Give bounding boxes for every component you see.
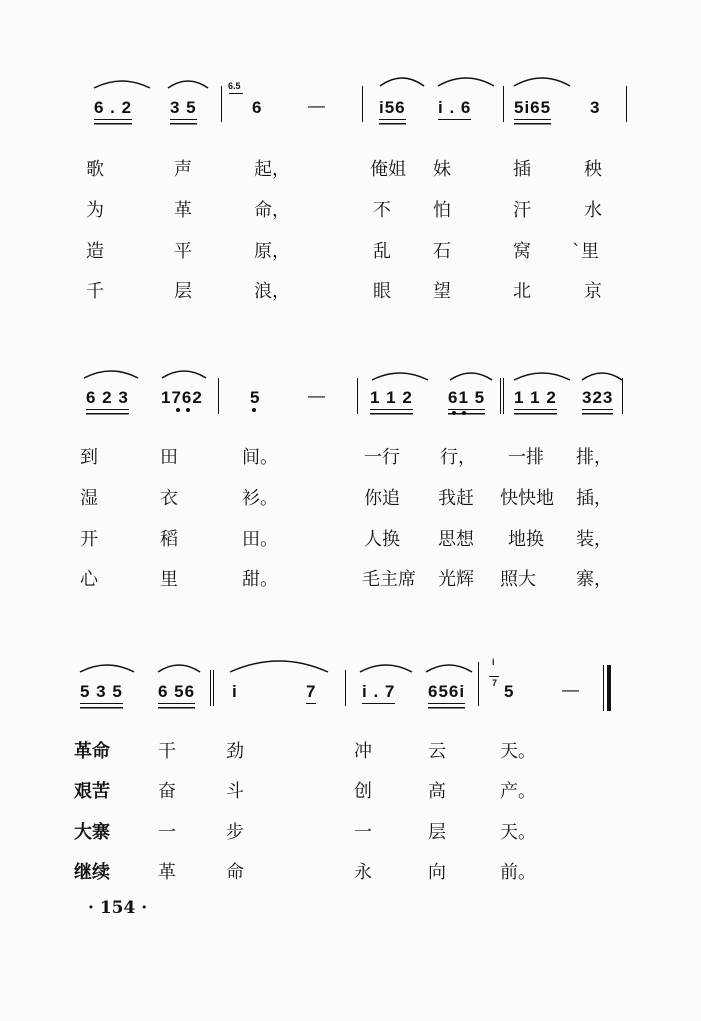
grace-note: 7	[492, 678, 498, 688]
slur	[160, 366, 208, 380]
lyric: 毛主席	[362, 569, 416, 590]
grace-note: 6.5	[228, 81, 241, 91]
lyric: 衫。	[242, 488, 278, 509]
barline	[357, 378, 358, 414]
lyric: 水	[584, 200, 602, 221]
barline	[503, 378, 504, 414]
lyric: 人换	[364, 529, 400, 550]
slur	[370, 368, 430, 382]
slur	[378, 72, 426, 88]
lyric: 继续	[74, 862, 110, 883]
lyric: 甜。	[242, 569, 278, 590]
slur	[358, 660, 414, 674]
lyric: 一行	[364, 447, 400, 468]
lyric: 心	[80, 569, 98, 590]
lyric: 层	[174, 281, 192, 302]
lyric: 开	[80, 529, 98, 550]
lyric: 不	[373, 200, 391, 221]
grace-note: i	[492, 657, 495, 667]
lyric: 寨，	[576, 569, 612, 590]
barline	[218, 378, 219, 414]
lyric: 一	[354, 822, 372, 843]
lyric: 向	[428, 862, 446, 883]
sustain-dash: —	[562, 680, 580, 699]
lyric: 田。	[242, 529, 278, 550]
lyric: 命	[226, 862, 244, 883]
lyric: 产。	[500, 781, 536, 802]
note-group: 1 1 2	[370, 388, 413, 410]
lyric: 前。	[500, 862, 536, 883]
lyric: 乱	[373, 241, 391, 262]
slur	[82, 366, 140, 380]
note-group: i . 7	[362, 682, 395, 704]
slur	[78, 660, 136, 674]
page-number: · 154 ·	[88, 898, 148, 918]
lyric: 平	[174, 241, 192, 262]
slur	[92, 76, 152, 90]
barline	[503, 86, 504, 122]
lyric: 声	[174, 159, 192, 180]
lyric: 排，	[576, 447, 612, 468]
lyric: 为	[86, 200, 104, 221]
final-barline	[607, 665, 611, 711]
lyric: 一排	[508, 447, 544, 468]
lyric: 思想	[438, 529, 474, 550]
lyric: 革	[158, 862, 176, 883]
lyric: 千	[86, 281, 104, 302]
barline	[221, 86, 222, 122]
octave-dot	[186, 408, 190, 412]
note-group: 323	[582, 388, 613, 410]
lyric: `里	[572, 241, 599, 262]
lyric: 装，	[576, 529, 612, 550]
lyric: 浪，	[254, 281, 290, 302]
note-group: 1762	[161, 388, 203, 407]
lyric: 起，	[254, 159, 290, 180]
lyric: 奋	[158, 781, 176, 802]
lyric: 造	[86, 241, 104, 262]
lyric: 原，	[254, 241, 290, 262]
note-group: 3 5	[170, 98, 197, 120]
lyric: 湿	[80, 488, 98, 509]
lyric: 革	[174, 200, 192, 221]
note-group: i56	[379, 98, 406, 120]
octave-dot	[176, 408, 180, 412]
slur	[166, 76, 210, 90]
note-group: 7	[306, 682, 316, 704]
barline	[478, 662, 479, 706]
lyric: 天。	[500, 822, 536, 843]
lyric: 望	[433, 281, 451, 302]
lyric: 北	[513, 281, 531, 302]
note-group: 6 56	[158, 682, 195, 704]
lyric: 眼	[373, 281, 391, 302]
lyric: 干	[158, 741, 176, 762]
note-group: 61 5	[448, 388, 485, 410]
note-group: 5	[250, 388, 261, 407]
note-group: 6	[252, 98, 263, 117]
note-group: 6 2 3	[86, 388, 129, 410]
lyric: 插，	[576, 488, 612, 509]
barline	[362, 86, 363, 122]
lyric: 命，	[254, 200, 290, 221]
lyric: 层	[428, 822, 446, 843]
lyric: 革命	[74, 741, 110, 762]
lyric: 永	[354, 862, 372, 883]
barline	[213, 670, 214, 706]
lyric: 快快地	[500, 488, 554, 509]
slur	[156, 660, 202, 674]
lyric: 一	[158, 822, 176, 843]
lyric: 京	[584, 281, 602, 302]
lyric: 光辉	[438, 569, 474, 590]
lyric: 石	[433, 241, 451, 262]
lyric: 步	[226, 822, 244, 843]
lyric: 云	[428, 741, 446, 762]
barline	[210, 670, 211, 706]
lyric: 俺姐	[370, 159, 406, 180]
slur	[580, 368, 624, 382]
lyric: 稻	[160, 529, 178, 550]
lyric: 创	[354, 781, 372, 802]
barline	[626, 86, 627, 122]
note-group: 5i65	[514, 98, 551, 120]
octave-dot	[452, 411, 456, 415]
lyric: 你追	[364, 488, 400, 509]
note-group: i . 6	[438, 98, 471, 120]
lyric: 里	[160, 569, 178, 590]
lyric: 窝	[513, 241, 531, 262]
lyric: 田	[160, 447, 178, 468]
sustain-dash: —	[308, 96, 326, 115]
lyric: 歌	[86, 159, 104, 180]
note-group: 3	[590, 98, 601, 117]
lyric: 艰苦	[74, 781, 110, 802]
note-group: 5	[504, 682, 515, 701]
slur	[228, 654, 330, 674]
lyric: 衣	[160, 488, 178, 509]
lyric: 秧	[584, 159, 602, 180]
barline	[345, 670, 346, 706]
lyric: 地换	[508, 529, 544, 550]
lyric: 我赶	[438, 488, 474, 509]
octave-dot	[462, 411, 466, 415]
slur	[436, 72, 496, 88]
lyric: 照大	[500, 569, 536, 590]
note-group: 1 1 2	[514, 388, 557, 410]
lyric: 大寨	[74, 822, 110, 843]
note-group: 5 3 5	[80, 682, 123, 704]
barline	[500, 378, 501, 414]
note-group: i	[232, 682, 238, 701]
lyric: 插	[513, 159, 531, 180]
sustain-dash: —	[308, 386, 326, 405]
lyric: 斗	[226, 781, 244, 802]
lyric: 行，	[440, 447, 476, 468]
grace-dash	[229, 93, 243, 94]
slur	[424, 660, 474, 674]
lyric: 天。	[500, 741, 536, 762]
lyric: 到	[80, 447, 98, 468]
lyric: 间。	[242, 447, 278, 468]
slur	[448, 368, 494, 382]
lyric: 高	[428, 781, 446, 802]
lyric: 妹	[433, 159, 451, 180]
octave-dot	[252, 408, 256, 412]
lyric: 冲	[354, 741, 372, 762]
lyric: 劲	[226, 741, 244, 762]
note-group: 656i	[428, 682, 465, 704]
slur	[512, 368, 572, 382]
lyric: 怕	[433, 200, 451, 221]
grace-dash	[489, 676, 499, 677]
slur	[512, 72, 572, 88]
barline	[603, 665, 604, 711]
note-group: 6 . 2	[94, 98, 132, 120]
lyric: 汗	[513, 200, 531, 221]
barline	[622, 378, 623, 414]
